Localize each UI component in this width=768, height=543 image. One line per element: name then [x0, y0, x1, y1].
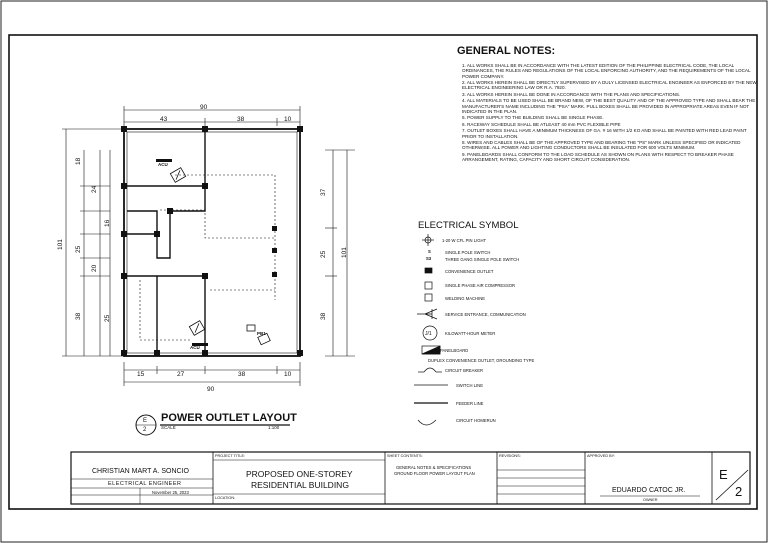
- general-note: 5. POWER SUPPLY TO THE BUILDING SHALL BE SINGLE PHASE.: [462, 115, 604, 121]
- location-label: LOCATION:: [215, 496, 236, 500]
- plan-title: POWER OUTLET LAYOUT: [161, 412, 297, 424]
- sheet-number: 2: [735, 484, 743, 499]
- legend-meter-glyph: J/1: [425, 331, 432, 337]
- designer-name: CHRISTIAN MART A. SONCIO: [92, 468, 189, 475]
- general-note: 7. OUTLET BOXES SHALL HAVE A MINIMUM THICKNESS OF GA. # 16 WITH 1/2 KO AND SHALL BE PAINTED WITH RED LEAD PAINT PRIOR TO INSTALLATION.: [462, 128, 747, 139]
- dim-left-c: 16: [104, 219, 111, 227]
- general-note: 6. RACEWAY SCHEDULE SHALL BE ATLEAST 40 mm PVC FLEXIBLE PIPE: [462, 121, 621, 127]
- legend-kwh-meter: KILOWATT-HOUR METER: [445, 331, 496, 336]
- legend-switch-glyph: S: [428, 249, 431, 254]
- project-title-line-2: RESIDENTIAL BUILDING: [251, 480, 349, 490]
- dim-top-2: 38: [237, 116, 245, 123]
- owner-name: EDUARDO CATOC JR.: [612, 487, 686, 494]
- electrical-symbol-title: ELECTRICAL SYMBOL: [418, 220, 519, 231]
- dim-right-total: 101: [341, 247, 348, 258]
- plan-scale-value: 1:100: [268, 425, 280, 430]
- dim-left-d: 25: [75, 245, 82, 253]
- dim-top-1: 43: [160, 116, 168, 123]
- general-note: 9. PANELBOARDS SHALL CONFORM TO THE LOAD SCHEDULE AS SHOWN ON PLANS WITH RESPECT TO BREAKER PHASE ARRANGEMENT, RATING, CAPACITY AND SHORT CIRCUIT CONSIDERATION.: [462, 151, 734, 163]
- dim-bottom-1: 15: [137, 371, 145, 378]
- dim-bottom-2: 27: [177, 371, 185, 378]
- sheet-contents-line-1: GENERAL NOTES & SPECIFICATIONS: [396, 465, 472, 470]
- general-note: 3. ALL WORKS HEREIN SHALL BE DONE IN ACCORDANCE WITH THE PLANS AND SPECIFICATIONS.: [462, 91, 681, 97]
- label-acu-bottom: ACU: [190, 345, 200, 350]
- dim-right-2: 25: [320, 250, 327, 258]
- dim-left-e: 20: [91, 264, 98, 272]
- legend-circuit-homerun: CIRCUIT HOMERUN: [456, 418, 496, 423]
- plan-marker-bottom: 2: [143, 427, 147, 433]
- legend-duplex-outlet: DUPLEX CONVENIENCE OUTLET, GROUNDING TYPE: [428, 358, 535, 363]
- general-note: 8. WIRES AND CABLES SHALL BE OF THE APPROVED TYPE AND BEARING THE "PS" MARK UNLESS SPECIFIED OR INDICATED OTHERWISE. ALL POWER AND LIGHTING CONDUCTORS SHALL BE INSULATED FOR 600 VOLTS MINIMUM.: [462, 140, 741, 151]
- revisions-label: REVISIONS:: [499, 454, 521, 458]
- label-panelboard: PB1: [257, 331, 266, 336]
- project-title-line-1: PROPOSED ONE-STOREY: [246, 469, 353, 479]
- dim-top-3: 10: [284, 116, 292, 123]
- dim-left-g: 25: [104, 314, 111, 322]
- legend-feeder-line: FEEDER LINE: [456, 401, 484, 406]
- legend-circuit-breaker: CIRCUIT BREAKER: [445, 368, 484, 373]
- legend-switch3-glyph: S3: [426, 256, 432, 261]
- plan-scale-label: SCALE: [161, 425, 176, 430]
- dim-right-1: 37: [320, 188, 327, 196]
- sheet-contents-line-2: GROUND FLOOR POWER LAYOUT PLAN: [394, 471, 475, 476]
- general-notes-list: [450, 63, 762, 164]
- dim-bottom-total: 90: [207, 386, 215, 393]
- designer-role: ELECTRICAL ENGINEER: [108, 481, 182, 487]
- dim-bottom-4: 10: [284, 371, 292, 378]
- legend-air-compressor: SINGLE PHASE AIR COMPRESSOR: [445, 283, 516, 288]
- dim-right-3: 38: [320, 312, 327, 320]
- sheet-letter: E: [719, 467, 728, 482]
- owner-role: OWNER: [643, 498, 658, 502]
- plan-marker-top: E: [143, 418, 148, 424]
- approved-by-label: APPROVED BY:: [587, 454, 616, 458]
- legend-service-entrance: SERVICE ENTRANCE, COMMUNICATION: [445, 312, 526, 317]
- legend-single-pole-switch: SINGLE POLE SWITCH: [445, 250, 491, 255]
- legend-three-gang-switch: THREE GANG SINGLE POLE SWITCH: [445, 257, 520, 262]
- general-note: 2. ALL WORKS HEREIN SHALL BE DIRECTLY SUPERVISED BY A DULY LICENSED ELECTRICAL ENGINEER AS ENFORCED BY THE NEW ELECTRICAL ENGINEERING LAW OR R.A. 7920.: [462, 80, 757, 91]
- dim-top-total: 90: [200, 104, 208, 111]
- dim-left-a: 18: [75, 157, 82, 165]
- legend-switch-line: SWITCH LINE: [456, 383, 483, 388]
- project-title-label: PROJECT TITLE:: [215, 454, 246, 458]
- dim-left-f: 38: [75, 312, 82, 320]
- legend-panelboard: PANELBOARD: [440, 348, 469, 353]
- general-note: 4. ALL MATERIALS TO BE USED SHALL BE BRAND NEW, OF THE BEST QUALITY AND OF THE APPROVED TYPE AND SHALL BEAR THE MANUFACTURER'S NAME INCLUDING THE "PSA" MARK. PULL BOXES SHALL BE PROVIDED IN APPROPRIATE AREAS EVEN IF NOT INDICATED IN THE PLAN.: [462, 98, 756, 114]
- dim-left-total: 101: [57, 239, 64, 250]
- legend-convenience-outlet: CONVENIENCE OUTLET: [445, 269, 494, 274]
- drawing-date: November 25, 2023: [152, 490, 189, 495]
- dim-bottom-3: 38: [238, 371, 246, 378]
- label-acu-top: ACU: [158, 162, 168, 167]
- dim-left-b: 24: [91, 185, 98, 193]
- general-notes-title: GENERAL NOTES:: [457, 45, 556, 57]
- legend-welding-machine: WELDING MACHINE: [445, 296, 486, 301]
- general-note: 1. ALL WORKS SHALL BE IN ACCORDANCE WITH THE LATEST EDITION OF THE PHILIPPINE ELECTRICAL CODE, THE LOCAL ORDINANCES, THE RULES AND REGULATIONS OF THE LOCAL ENFORCING AUTHORITY, AND THE REQUIREMENTS OF THE LOCAL POWER COMPANY.: [462, 63, 751, 79]
- legend-pin-light: 1-20 W CFL PIN LIGHT: [442, 238, 487, 243]
- sheet-contents-label: SHEET CONTENTS:: [387, 454, 423, 458]
